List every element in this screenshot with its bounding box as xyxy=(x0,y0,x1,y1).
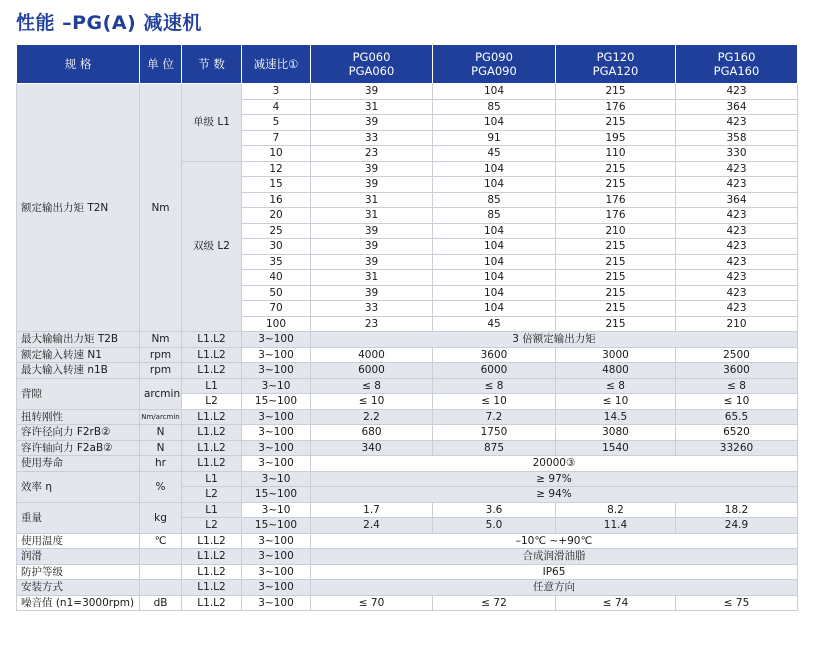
ratio-cell: 20 xyxy=(242,208,311,224)
value-cell: ≤ 8 xyxy=(676,378,798,394)
stage-cell: L1.L2 xyxy=(182,409,242,425)
ratio-cell: 15~100 xyxy=(242,487,311,503)
value-cell: 85 xyxy=(433,208,556,224)
row-label-stiffness: 扭转刚性 xyxy=(17,409,140,425)
ratio-cell: 3 xyxy=(242,84,311,100)
stage-cell: L1.L2 xyxy=(182,347,242,363)
stage-cell: L1.L2 xyxy=(182,580,242,596)
table-row xyxy=(17,549,798,565)
value-cell: 104 xyxy=(433,301,556,317)
value-cell: 85 xyxy=(433,99,556,115)
value-cell: 39 xyxy=(311,177,433,193)
ratio-cell: 100 xyxy=(242,316,311,332)
table-row xyxy=(17,363,798,379)
value-cell: 104 xyxy=(433,239,556,255)
header-model-4 xyxy=(676,45,798,84)
header-model-1 xyxy=(311,45,433,84)
value-cell: 215 xyxy=(556,285,676,301)
value-cell: 85 xyxy=(433,192,556,208)
value-cell: ≤ 75 xyxy=(676,595,798,611)
header-model-1-line1: PG060 xyxy=(352,50,391,64)
value-cell: 1750 xyxy=(433,425,556,441)
value-cell: 任意方向 xyxy=(311,580,798,596)
value-cell: ≥ 94% xyxy=(311,487,798,503)
ratio-cell: 3~100 xyxy=(242,580,311,596)
ratio-cell: 3~100 xyxy=(242,533,311,549)
stage-cell: L1.L2 xyxy=(182,332,242,348)
table-row xyxy=(17,471,798,487)
value-cell: ≤ 8 xyxy=(311,378,433,394)
table-row xyxy=(17,564,798,580)
table-row xyxy=(17,440,798,456)
value-cell: 4800 xyxy=(556,363,676,379)
value-cell: 2.4 xyxy=(311,518,433,534)
value-cell: 680 xyxy=(311,425,433,441)
ratio-cell: 3~100 xyxy=(242,564,311,580)
value-cell: 3.6 xyxy=(433,502,556,518)
stage-cell: L1.L2 xyxy=(182,440,242,456)
value-cell: 104 xyxy=(433,161,556,177)
ratio-cell: 3~100 xyxy=(242,456,311,472)
value-cell: ≤ 10 xyxy=(556,394,676,410)
value-cell: 39 xyxy=(311,115,433,131)
row-label-noise: 噪音值 (n1=3000rpm) xyxy=(17,595,140,611)
header-row xyxy=(17,45,798,84)
ratio-cell: 3~100 xyxy=(242,425,311,441)
value-cell: 364 xyxy=(676,192,798,208)
table-row xyxy=(17,502,798,518)
value-cell: 215 xyxy=(556,84,676,100)
row-label-backlash: 背隙 xyxy=(17,378,140,409)
stage-cell: L1.L2 xyxy=(182,595,242,611)
value-cell: 6000 xyxy=(311,363,433,379)
row-unit xyxy=(140,564,182,580)
table-row xyxy=(17,409,798,425)
row-label-efficiency: 效率 η xyxy=(17,471,140,502)
value-cell: 364 xyxy=(676,99,798,115)
value-cell: 3000 xyxy=(556,347,676,363)
value-cell: 423 xyxy=(676,239,798,255)
value-cell: 8.2 xyxy=(556,502,676,518)
value-cell: 423 xyxy=(676,223,798,239)
value-cell: 31 xyxy=(311,270,433,286)
value-cell: 3600 xyxy=(676,363,798,379)
value-cell: 1.7 xyxy=(311,502,433,518)
value-cell: 423 xyxy=(676,84,798,100)
header-model-4-line2: PGA160 xyxy=(713,64,760,78)
header-unit: 单 位 xyxy=(140,45,182,84)
value-cell: ≤ 8 xyxy=(433,378,556,394)
value-cell: 20000③ xyxy=(311,456,798,472)
value-cell: 423 xyxy=(676,208,798,224)
row-unit: hr xyxy=(140,456,182,472)
ratio-cell: 40 xyxy=(242,270,311,286)
ratio-cell: 70 xyxy=(242,301,311,317)
value-cell: ≤ 74 xyxy=(556,595,676,611)
row-label-protection: 防护等级 xyxy=(17,564,140,580)
value-cell: 31 xyxy=(311,99,433,115)
table-row xyxy=(17,425,798,441)
row-label-radial-force: 容许径向力 F2rB② xyxy=(17,425,140,441)
header-model-2-line2: PGA090 xyxy=(471,64,517,78)
stage-cell: L1.L2 xyxy=(182,456,242,472)
value-cell: 215 xyxy=(556,177,676,193)
row-label-max-torque: 最大输输出力矩 T2B xyxy=(17,332,140,348)
value-cell: 合成润滑油脂 xyxy=(311,549,798,565)
value-cell: 215 xyxy=(556,115,676,131)
value-cell: ≤ 70 xyxy=(311,595,433,611)
row-unit: N xyxy=(140,440,182,456)
value-cell: 31 xyxy=(311,192,433,208)
row-label-rated-torque: 额定输出力矩 T2N xyxy=(17,84,140,332)
header-model-3 xyxy=(556,45,676,84)
value-cell: 176 xyxy=(556,99,676,115)
header-ratio: 减速比① xyxy=(242,45,311,84)
value-cell: 104 xyxy=(433,285,556,301)
row-unit: Nm/arcmin xyxy=(140,409,182,425)
row-unit: % xyxy=(140,471,182,502)
value-cell: 65.5 xyxy=(676,409,798,425)
stage-cell: L1 xyxy=(182,502,242,518)
value-cell: 31 xyxy=(311,208,433,224)
row-unit: kg xyxy=(140,502,182,533)
table-row xyxy=(17,378,798,394)
row-unit: N xyxy=(140,425,182,441)
value-cell: 423 xyxy=(676,254,798,270)
row-unit xyxy=(140,549,182,565)
value-cell: ≤ 72 xyxy=(433,595,556,611)
ratio-cell: 3~10 xyxy=(242,502,311,518)
row-unit xyxy=(140,580,182,596)
row-label-rated-speed: 额定输入转速 N1 xyxy=(17,347,140,363)
ratio-cell: 3~10 xyxy=(242,471,311,487)
ratio-cell: 12 xyxy=(242,161,311,177)
value-cell: 104 xyxy=(433,270,556,286)
ratio-cell: 4 xyxy=(242,99,311,115)
ratio-cell: 3~100 xyxy=(242,549,311,565)
ratio-cell: 50 xyxy=(242,285,311,301)
value-cell: 4000 xyxy=(311,347,433,363)
row-unit: Nm xyxy=(140,84,182,332)
value-cell: 2500 xyxy=(676,347,798,363)
row-label-lubrication: 润滑 xyxy=(17,549,140,565)
stage-double: 双级 L2 xyxy=(182,161,242,332)
row-unit: ℃ xyxy=(140,533,182,549)
ratio-cell: 3~100 xyxy=(242,347,311,363)
header-stage: 节 数 xyxy=(182,45,242,84)
value-cell: 39 xyxy=(311,223,433,239)
value-cell: 18.2 xyxy=(676,502,798,518)
stage-cell: L2 xyxy=(182,394,242,410)
stage-cell: L1 xyxy=(182,471,242,487)
value-cell: 6520 xyxy=(676,425,798,441)
value-cell: 3080 xyxy=(556,425,676,441)
value-cell: 210 xyxy=(556,223,676,239)
ratio-cell: 30 xyxy=(242,239,311,255)
stage-cell: L1.L2 xyxy=(182,363,242,379)
value-cell: 340 xyxy=(311,440,433,456)
value-cell: 5.0 xyxy=(433,518,556,534)
value-cell: 39 xyxy=(311,254,433,270)
ratio-cell: 5 xyxy=(242,115,311,131)
value-cell: 104 xyxy=(433,84,556,100)
value-cell: 875 xyxy=(433,440,556,456)
value-cell: ≤ 10 xyxy=(433,394,556,410)
value-cell: 39 xyxy=(311,239,433,255)
value-cell: –10℃ ~+90℃ xyxy=(311,533,798,549)
header-spec: 规 格 xyxy=(17,45,140,84)
table-row xyxy=(17,456,798,472)
value-cell: 33 xyxy=(311,301,433,317)
value-cell: 39 xyxy=(311,285,433,301)
header-model-3-line1: PG120 xyxy=(596,50,635,64)
value-cell: 423 xyxy=(676,161,798,177)
value-cell: 215 xyxy=(556,254,676,270)
value-cell: 215 xyxy=(556,239,676,255)
value-cell: ≤ 10 xyxy=(676,394,798,410)
ratio-cell: 3~100 xyxy=(242,440,311,456)
stage-cell: L1 xyxy=(182,378,242,394)
row-label-max-speed: 最大输入转速 n1B xyxy=(17,363,140,379)
value-cell: 215 xyxy=(556,270,676,286)
stage-cell: L1.L2 xyxy=(182,533,242,549)
header-model-2 xyxy=(433,45,556,84)
value-cell: 104 xyxy=(433,177,556,193)
ratio-cell: 3~100 xyxy=(242,595,311,611)
stage-cell: L1.L2 xyxy=(182,549,242,565)
value-cell: ≥ 97% xyxy=(311,471,798,487)
value-cell: 45 xyxy=(433,146,556,162)
row-unit: dB xyxy=(140,595,182,611)
value-cell: 210 xyxy=(676,316,798,332)
value-cell: 6000 xyxy=(433,363,556,379)
value-cell: 1540 xyxy=(556,440,676,456)
ratio-cell: 7 xyxy=(242,130,311,146)
table-row xyxy=(17,84,798,100)
value-cell: 91 xyxy=(433,130,556,146)
row-unit: arcmin xyxy=(140,378,182,409)
value-cell: 23 xyxy=(311,146,433,162)
row-label-temperature: 使用温度 xyxy=(17,533,140,549)
value-cell: 24.9 xyxy=(676,518,798,534)
performance-table xyxy=(16,44,798,611)
row-label-mounting: 安装方式 xyxy=(17,580,140,596)
header-model-2-line1: PG090 xyxy=(475,50,513,64)
value-cell: 104 xyxy=(433,115,556,131)
value-cell: 33 xyxy=(311,130,433,146)
table-row xyxy=(17,595,798,611)
stage-cell: L1.L2 xyxy=(182,564,242,580)
table-row xyxy=(17,347,798,363)
header-model-3-line2: PGA120 xyxy=(592,64,639,78)
value-cell: 176 xyxy=(556,208,676,224)
value-cell: 195 xyxy=(556,130,676,146)
value-cell: 3600 xyxy=(433,347,556,363)
ratio-cell: 3~100 xyxy=(242,409,311,425)
row-label-weight: 重量 xyxy=(17,502,140,533)
row-label-axial-force: 容许轴向力 F2aB② xyxy=(17,440,140,456)
ratio-cell: 35 xyxy=(242,254,311,270)
value-cell: 14.5 xyxy=(556,409,676,425)
value-cell: 11.4 xyxy=(556,518,676,534)
ratio-cell: 16 xyxy=(242,192,311,208)
ratio-cell: 25 xyxy=(242,223,311,239)
value-cell: 215 xyxy=(556,301,676,317)
value-cell: 423 xyxy=(676,301,798,317)
value-cell: 176 xyxy=(556,192,676,208)
ratio-cell: 15~100 xyxy=(242,394,311,410)
value-cell: 39 xyxy=(311,84,433,100)
value-cell: 23 xyxy=(311,316,433,332)
value-cell: 104 xyxy=(433,223,556,239)
value-cell: 215 xyxy=(556,316,676,332)
value-cell: 3 倍额定输出力矩 xyxy=(311,332,798,348)
value-cell: 39 xyxy=(311,161,433,177)
value-cell: 33260 xyxy=(676,440,798,456)
stage-cell: L2 xyxy=(182,487,242,503)
value-cell: 423 xyxy=(676,270,798,286)
value-cell: IP65 xyxy=(311,564,798,580)
value-cell: 330 xyxy=(676,146,798,162)
ratio-cell: 15 xyxy=(242,177,311,193)
ratio-cell: 10 xyxy=(242,146,311,162)
page-title: 性能 –PG(A) 减速机 xyxy=(16,12,202,34)
row-unit: Nm xyxy=(140,332,182,348)
header-model-1-line2: PGA060 xyxy=(348,64,395,78)
stage-cell: L1.L2 xyxy=(182,425,242,441)
value-cell: 215 xyxy=(556,161,676,177)
value-cell: 104 xyxy=(433,254,556,270)
value-cell: 7.2 xyxy=(433,409,556,425)
table-row xyxy=(17,580,798,596)
value-cell: 423 xyxy=(676,285,798,301)
value-cell: 45 xyxy=(433,316,556,332)
header-model-4-line1: PG160 xyxy=(717,50,756,64)
table-row xyxy=(17,533,798,549)
value-cell: 423 xyxy=(676,115,798,131)
value-cell: 423 xyxy=(676,177,798,193)
ratio-cell: 3~10 xyxy=(242,378,311,394)
value-cell: 358 xyxy=(676,130,798,146)
stage-cell: L2 xyxy=(182,518,242,534)
row-unit: rpm xyxy=(140,363,182,379)
row-label-service-life: 使用寿命 xyxy=(17,456,140,472)
ratio-cell: 3~100 xyxy=(242,363,311,379)
ratio-cell: 3~100 xyxy=(242,332,311,348)
ratio-cell: 15~100 xyxy=(242,518,311,534)
value-cell: 2.2 xyxy=(311,409,433,425)
value-cell: 110 xyxy=(556,146,676,162)
row-unit: rpm xyxy=(140,347,182,363)
value-cell: ≤ 8 xyxy=(556,378,676,394)
table-row xyxy=(17,332,798,348)
stage-single: 单级 L1 xyxy=(182,84,242,162)
value-cell: ≤ 10 xyxy=(311,394,433,410)
